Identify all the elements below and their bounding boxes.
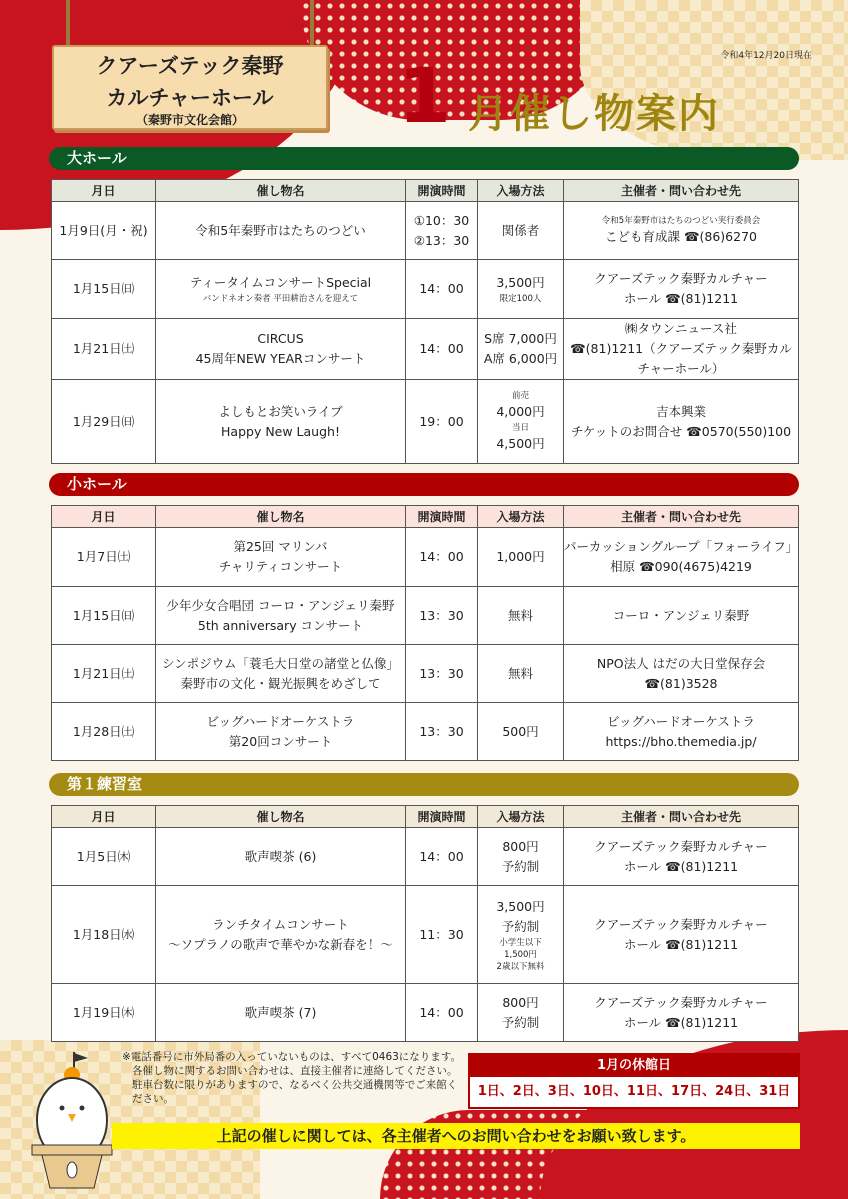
cell-name — [156, 260, 406, 319]
column-header: 主催者・問い合わせ先 — [564, 806, 799, 828]
cell-entry — [478, 828, 564, 886]
cell-line: 3,500円 — [496, 275, 545, 290]
cell-line: 関係者 — [501, 222, 540, 238]
cell-date: 1月9日(月・祝) — [52, 202, 156, 260]
cell-line: クアーズテック秦野カルチャー — [594, 838, 768, 854]
inquiry-banner: 上記の催しに関しては、各主催者へのお問い合わせをお願い致します。 — [112, 1123, 800, 1149]
cell-line: 19：00 — [419, 413, 464, 429]
cell-date: 1月19日㈭ — [52, 984, 156, 1042]
cell-line: ホール ☎(81)1211 — [623, 858, 739, 874]
column-header: 開演時間 — [406, 806, 478, 828]
table-row — [52, 319, 799, 380]
cell-entry — [478, 319, 564, 380]
cell-time — [406, 828, 478, 886]
cell-line: ビッグハードオーケストラ — [607, 713, 755, 729]
cell-line: バンドネオン奏者 平田耕治さんを迎えて — [202, 294, 359, 304]
month-number: 1 — [398, 51, 451, 140]
cell-date: 1月21日㈯ — [52, 319, 156, 380]
cell-line: 2歳以下無料 — [496, 961, 545, 972]
cell-date: 1月18日㈬ — [52, 886, 156, 984]
closed-days-box — [468, 1053, 800, 1109]
cell-date: 1月7日㈯ — [52, 528, 156, 587]
cell-line: 限定100人 — [499, 294, 542, 304]
column-header: 入場方法 — [478, 506, 564, 528]
cell-line: 相原 ☎090(4675)4219 — [610, 559, 752, 574]
cell-line: 14：00 — [419, 1004, 464, 1020]
cell-contact — [564, 886, 799, 984]
cell-line: 11：30 — [419, 926, 464, 942]
large-hall-table — [51, 179, 799, 464]
venue-subtitle: （秦野市文化会館） — [135, 113, 244, 127]
cell-date: 1月5日㈭ — [52, 828, 156, 886]
column-header: 入場方法 — [478, 806, 564, 828]
cell-line: 予約制 — [501, 918, 540, 934]
cell-contact — [564, 828, 799, 886]
cell-line: 少年少女合唱団 コーロ・アンジェリ秦野 — [166, 597, 395, 613]
cell-line: 13：30 — [419, 665, 464, 681]
column-header: 開演時間 — [406, 506, 478, 528]
cell-contact — [564, 703, 799, 761]
practice-room-section-title: 第１練習室 — [49, 773, 799, 796]
cell-line: クアーズテック秦野カルチャー — [594, 994, 768, 1010]
cell-time — [406, 587, 478, 645]
footnote: ※電話番号に市外局番の入っていないものは、すべて0463になります。各催し物に関するお問い合わせは、直接主催者に連絡してください。駐車台数に限りがありますので、なるべく公共交通機関等でご来館ください。 — [122, 1051, 461, 1105]
cell-line: 小学生以下 — [499, 937, 542, 948]
cell-time — [406, 528, 478, 587]
cell-line: 14：00 — [419, 549, 464, 564]
closed-days-title: 1月の休館日 — [470, 1055, 798, 1077]
table-row — [52, 260, 799, 319]
cell-time — [406, 886, 478, 984]
cell-line: 秦野市の文化・観光振興をめざして — [180, 675, 381, 691]
cell-line: 第25回 マリンバ — [233, 539, 328, 554]
venue-sign — [52, 45, 328, 130]
cell-entry — [478, 886, 564, 984]
column-header: 催し物名 — [156, 506, 406, 528]
closed-days-list: 1日、2日、3日、10日、11日、17日、24日、31日 — [477, 1084, 791, 1099]
cell-line: ランチタイムコンサート — [212, 916, 349, 932]
cell-date: 1月29日㈰ — [52, 380, 156, 464]
small-hall-section-title: 小ホール — [49, 473, 799, 496]
cell-line: 吉本興業 — [655, 403, 706, 419]
cell-line: S席 7,000円 — [484, 331, 557, 346]
cell-line: 第20回コンサート — [228, 733, 333, 749]
cell-line: シンポジウム「蓑毛大日堂の諸堂と仏像」 — [161, 655, 400, 671]
cell-line: ☎(81)3528 — [644, 675, 718, 691]
cell-time — [406, 703, 478, 761]
cell-line: 800円 — [502, 994, 539, 1010]
cell-time — [406, 645, 478, 703]
cell-line: パーカッショングループ「フォーライフ」 — [564, 539, 799, 554]
cell-entry — [478, 587, 564, 645]
venue-name-line2: カルチャーホール — [106, 86, 274, 110]
table-row — [52, 828, 799, 886]
cell-line: ㈱タウンニュース社 — [625, 321, 737, 336]
cell-contact — [564, 380, 799, 464]
cell-line: クアーズテック秦野カルチャー — [594, 271, 768, 286]
cell-contact — [564, 528, 799, 587]
cell-line: 45周年NEW YEARコンサート — [195, 351, 366, 366]
cell-name — [156, 380, 406, 464]
cell-entry — [478, 703, 564, 761]
cell-line: 5th anniversary コンサート — [197, 617, 364, 633]
cell-line: 14：00 — [419, 341, 464, 356]
as-of-date: 令和4年12月20日現在 — [720, 51, 812, 61]
table-row — [52, 202, 799, 260]
cell-line: 14：00 — [419, 281, 464, 296]
cell-entry — [478, 528, 564, 587]
cell-line: 4,500円 — [496, 435, 545, 451]
table-header-row — [52, 806, 799, 828]
cell-line: 歌声喫茶 (7) — [244, 1004, 317, 1020]
cell-name — [156, 587, 406, 645]
cell-line: ②13：30 — [413, 232, 470, 248]
cell-contact — [564, 319, 799, 380]
cell-entry — [478, 202, 564, 260]
cell-line: 13：30 — [419, 607, 464, 623]
cell-line: 800円 — [502, 838, 539, 854]
cell-date: 1月15日㈰ — [52, 260, 156, 319]
column-header: 催し物名 — [156, 180, 406, 202]
venue-name-line1: クアーズテック秦野 — [96, 54, 284, 78]
practice-room-table — [51, 805, 799, 1042]
cell-contact — [564, 984, 799, 1042]
table-row — [52, 645, 799, 703]
column-header: 月日 — [52, 806, 156, 828]
cell-line: ホール ☎(81)1211 — [623, 1014, 739, 1030]
cell-name — [156, 202, 406, 260]
table-row — [52, 703, 799, 761]
cell-time — [406, 380, 478, 464]
cell-date: 1月15日㈰ — [52, 587, 156, 645]
table-row — [52, 528, 799, 587]
cell-contact — [564, 202, 799, 260]
cell-line: 無料 — [507, 665, 533, 681]
cell-entry — [478, 984, 564, 1042]
cell-line: ホール ☎(81)1211 — [623, 291, 739, 306]
cell-name — [156, 528, 406, 587]
small-hall-table — [51, 505, 799, 761]
cell-time — [406, 984, 478, 1042]
cell-line: ビッグハードオーケストラ — [206, 713, 355, 729]
table-header-row — [52, 180, 799, 202]
table-row — [52, 587, 799, 645]
cell-line: 4,000円 — [496, 403, 545, 419]
cell-line: ティータイムコンサートSpecial — [189, 275, 372, 290]
column-header: 月日 — [52, 180, 156, 202]
cell-name — [156, 828, 406, 886]
large-hall-section-title: 大ホール — [49, 147, 799, 170]
cell-line: 予約制 — [501, 858, 540, 874]
cell-date: 1月28日㈯ — [52, 703, 156, 761]
column-header: 入場方法 — [478, 180, 564, 202]
cell-line: CIRCUS — [257, 331, 304, 346]
cell-line: よしもとお笑いライブ — [218, 403, 343, 419]
cell-contact — [564, 645, 799, 703]
cell-line[interactable]: https://bho.themedia.jp/ — [605, 733, 757, 749]
cell-line: A席 6,000円 — [483, 351, 558, 366]
page-title: 月催し物案内 — [468, 91, 720, 137]
cell-line: 14：00 — [419, 848, 464, 864]
cell-line: 歌声喫茶 (6) — [244, 848, 317, 864]
cell-line: 1,500円 — [504, 949, 537, 960]
cell-time — [406, 260, 478, 319]
column-header: 催し物名 — [156, 806, 406, 828]
cell-date: 1月21日㈯ — [52, 645, 156, 703]
mascot-illustration — [22, 1050, 122, 1190]
cell-line: 500円 — [502, 723, 539, 739]
cell-line: 令和5年秦野市はたちのつどい実行委員会 — [601, 215, 761, 226]
table-row — [52, 380, 799, 464]
cell-line: クアーズテック秦野カルチャー — [594, 916, 768, 932]
cell-line: ホール ☎(81)1211 — [623, 936, 739, 952]
table-header-row — [52, 506, 799, 528]
cell-entry — [478, 380, 564, 464]
cell-contact — [564, 587, 799, 645]
column-header: 月日 — [52, 506, 156, 528]
cell-line: 1,000円 — [496, 549, 545, 564]
cell-line: 3,500円 — [496, 898, 545, 914]
cell-time — [406, 202, 478, 260]
cell-name — [156, 703, 406, 761]
cell-line: 前売 — [511, 390, 529, 401]
cell-name — [156, 984, 406, 1042]
cell-entry — [478, 260, 564, 319]
column-header: 主催者・問い合わせ先 — [564, 506, 799, 528]
cell-time — [406, 319, 478, 380]
cell-line: 13：30 — [419, 723, 464, 739]
cell-line: 予約制 — [501, 1014, 540, 1030]
cell-contact — [564, 260, 799, 319]
cell-line: NPO法人 はだの大日堂保存会 — [596, 655, 766, 671]
cell-name — [156, 645, 406, 703]
cell-line: コーロ・アンジェリ秦野 — [612, 607, 750, 623]
cell-line: ①10：30 — [413, 212, 470, 228]
table-row — [52, 886, 799, 984]
cell-line: こども育成課 ☎(86)6270 — [604, 228, 757, 244]
cell-name — [156, 319, 406, 380]
cell-line: 令和5年秦野市はたちのつどい — [195, 222, 366, 238]
sign-rope — [310, 0, 314, 48]
cell-entry — [478, 645, 564, 703]
cell-line: チケットのお問合せ ☎0570(550)100 — [570, 423, 792, 439]
sign-rope — [66, 0, 70, 48]
cell-line: 〜ソプラノの歌声で華やかな新春を！〜 — [168, 936, 393, 952]
cell-line: ☎(81)1211（クアーズテック秦野カルチャーホール） — [570, 341, 792, 376]
cell-line: Happy New Laugh! — [221, 423, 340, 439]
column-header: 主催者・問い合わせ先 — [564, 180, 799, 202]
column-header: 開演時間 — [406, 180, 478, 202]
cell-line: 当日 — [511, 422, 529, 433]
cell-name — [156, 886, 406, 984]
table-row — [52, 984, 799, 1042]
cell-line: 無料 — [507, 607, 533, 623]
cell-line: チャリティコンサート — [218, 559, 343, 574]
